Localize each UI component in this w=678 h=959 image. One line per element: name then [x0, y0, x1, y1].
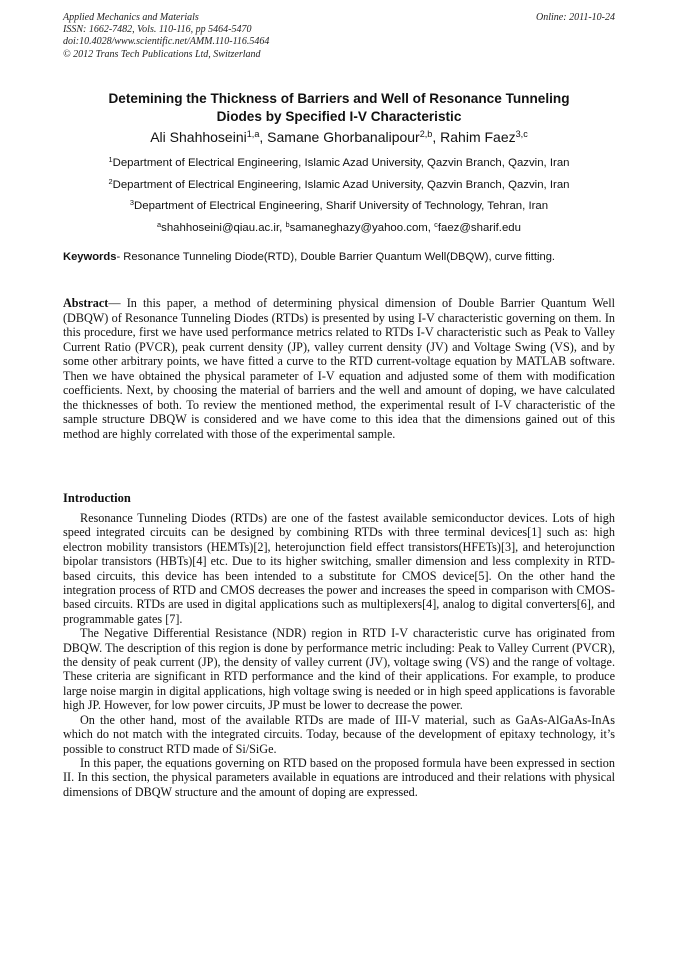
author-affiliation-mark: 3,c: [515, 129, 528, 139]
introduction-heading: Introduction: [63, 491, 131, 505]
email-list: $^a$shahhoseini@qiau.ac.ir, $^b$samaneghazy@yahoo.com, $^c$faez@sharif.edu: [157, 219, 521, 234]
email-mark: a: [157, 219, 162, 229]
author-separator: ,: [432, 129, 441, 145]
doi-line: doi:10.4028/www.scientific.net/AMM.110-116.5464: [63, 36, 270, 48]
affiliation-text: Department of Electrical Engineering, Sharif University of Technology, Tehran, Iran: [134, 200, 549, 212]
issn-line: ISSN: 1662-7482, Vols. 110-116, pp 5464-5470: [63, 24, 252, 36]
author-name: Ali Shahhoseini: [150, 129, 247, 145]
copyright-line: © 2012 Trans Tech Publications Ltd, Switzerland: [63, 48, 261, 60]
paragraph: Resonance Tunneling Diodes (RTDs) are one of the fastest available semiconductor devices. Lots of high speed integrated circuits can be designed by combining RTDs with three terminal devices[1] such as: high electron mobility transistors (HEMTs)[2], heterojunction field effect transistors(HFETs)[3], and heterojunction bipolar transistors (HBTs)[4] etc. Due to its higher switching, smaller dimension and less complexity in RTD-based circuits, this device has been intended to a substitute for CMOS device[5]. On the other hand the integration process of RTD and CMOS decreases the power and increases the speed in comparison with CMOS-based circuits. RTDs are used in digital applications such as multiplexers[4], analog to digital converters[6], and programmable gates [7].: [63, 511, 615, 626]
affiliation-number: 3: [129, 197, 135, 207]
paragraph: The Negative Differential Resistance (NDR) region in RTD I-V characteristic curve has originated from DBQW. The description of this region is done by performance metric including: Peak to Valley Current (PVCR), the density of peak current (JP), the density of valley current (JV), voltage swing (VS) and the range of voltage. These criteria are significant in RTD performance and the kind of their applications. For example, to produce large noise margin in digital applications, high voltage swing is needed or in high speed applications is favorable high JP. However, for low power circuits, JP must be lower to decrease the power.: [63, 626, 615, 713]
affiliation: [30, 199, 648, 213]
keywords: [63, 250, 615, 266]
email-address: shahhoseini@qiau.ac.ir: [161, 222, 280, 234]
online-date: Online: 2011-10-24: [536, 12, 615, 23]
email-mark: c: [434, 219, 438, 229]
abstract: [63, 296, 615, 441]
journal-name: Applied Mechanics and Materials: [63, 12, 199, 23]
author-list: [40, 128, 638, 146]
author-affiliation-mark: 2,b: [419, 129, 433, 139]
email-mark: b: [285, 219, 290, 229]
title-line-2: Diodes by Specified I-V Characteristic: [216, 108, 462, 124]
author-name: Samane Ghorbanalipour: [267, 129, 420, 145]
keywords-label: Keywords: [63, 251, 117, 263]
affiliation: [30, 178, 648, 192]
affiliation-text: Department of Electrical Engineering, Islamic Azad University, Qazvin Branch, Qazvin, Iran: [112, 157, 570, 169]
introduction-body: [63, 511, 615, 799]
email-address: samaneghazy@yahoo.com: [289, 222, 428, 234]
title-line-1: Detemining the Thickness of Barriers and Well of Resonance Tunneling: [108, 91, 570, 106]
paragraph: In this paper, the equations governing on RTD based on the proposed formula have been expressed in section II. In this section, the physical parameters available in equations are introduced and their relations with physical dimensions of DBQW structure and the amount of doping are expressed.: [63, 755, 615, 799]
paragraph: On the other hand, most of the available RTDs are made of III-V material, such as GaAs-AlGaAs-InAs which do not match with the integrated circuits. Today, because of the development of epitaxy technology, it’s possible to construct RTD made of Si/SiGe.: [63, 712, 615, 756]
email-address: faez@sharif.edu: [437, 222, 521, 234]
affiliation: [30, 156, 648, 170]
affiliation-number: 1: [108, 154, 113, 164]
author-name: Rahim Faez: [440, 129, 516, 145]
paper-title: [40, 90, 638, 125]
keywords-text: - Resonance Tunneling Diode(RTD), Double Barrier Quantum Well(DBQW), curve fitting.: [116, 251, 556, 263]
abstract-text: — In this paper, a method of determining physical dimension of Double Barrier Quantum Well (DBQW) of Resonance Tunneling Diodes (RTDs) is presented by using I-V characteristic governing on them. In this procedure, first we have used performance metrics related to RTDs I-V characteristic such as Peak to Valley Current Ratio (PVCR), peak current density (JP), valley current density (JV) and Voltage Swing (VS), and by some other arbitrary points, we have fitted a curve to the RTD current-voltage equation by MATLAB software. Then we have obtained the physical parameter of I-V equation and adjusted some of them with modification coefficients. Next, by choosing the material of barriers and the well and amount of doping, we have calculated the thicknesses of both. To review the mentioned method, the experimental result of I-V characteristic of the sample structure DBQW is considered and we have come to this idea that the dimensions gained out of this method are highly correlated with those of the experimental sample.: [63, 296, 615, 441]
journal-header: [63, 12, 615, 61]
author-affiliation-mark: 1,a: [246, 129, 260, 139]
abstract-label: Abstract: [63, 296, 109, 310]
affiliation-text: Department of Electrical Engineering, Islamic Azad University, Qazvin Branch, Qazvin, Iran: [112, 179, 570, 191]
affiliation-number: 2: [108, 176, 113, 186]
author-separator: ,: [259, 129, 268, 145]
